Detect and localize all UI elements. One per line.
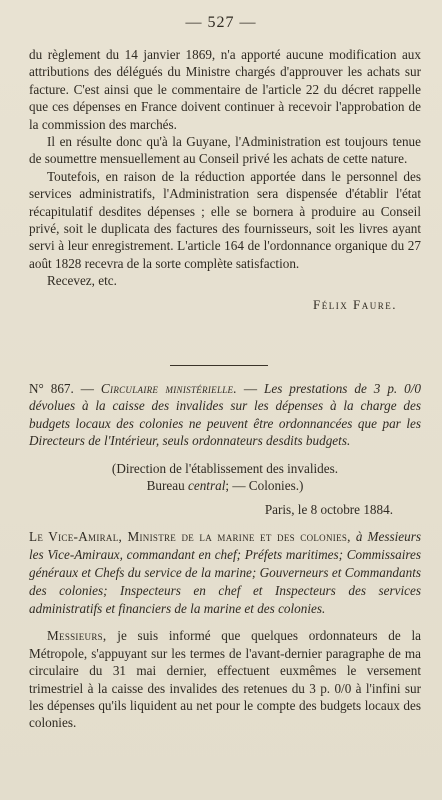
salutation: Messieurs, xyxy=(47,628,107,644)
closing-formula: Recevez, etc. xyxy=(47,273,117,289)
previous-text-block xyxy=(29,46,421,313)
circular-date: Paris, le 8 octobre 1884. xyxy=(264,502,393,518)
direction-reference xyxy=(29,460,421,495)
paragraph-guyane: Il en résulte donc qu'à la Guyane, l'Administration est toujours tenue de soumettre mensuellement au Conseil privé les achats de cette nature. xyxy=(29,134,421,167)
paragraph-continuation: du règlement du 14 janvier 1869, n'a apporté aucune modification aux attributions des délégués du Ministre chargés d'approuver les achats sur facture. C'est ainsi que le commentaire de l'article 22 du décret rappelle que ces dépenses en France doivent continuer à recevoir l'approbation de la commission des marchés. xyxy=(29,47,421,132)
recipients: à Messieurs les Vice-Amiraux, commandant en chef; Préfets maritimes; Commissaires généraux et Chefs du service de la marine; Gouverneurs et Commandants des colonies; Inspecteurs en chef et Inspecteurs des services administratifs et financiers de la marine et des colonies. xyxy=(29,529,421,616)
circular-title xyxy=(29,380,421,450)
circular-number: N° 867. — xyxy=(29,381,94,396)
page-number: — 527 — xyxy=(185,14,257,31)
circular-heading: Circulaire ministérielle. xyxy=(100,381,237,396)
direction-bureau: Bureau xyxy=(146,478,185,494)
direction-line-1: (Direction de l'établissement des invalides. xyxy=(111,460,339,476)
body-text: je suis informé que quelques ordonnateurs de la Métropole, s'appuyant sur les termes de l'avant-dernier paragraphe de ma circulaire du 31 mai dernier, effectuent euxmêmes le versement trimestriel à la caisse des invalides des retenues du 3 p. 0/0 à l'infini sur les dépenses qu'ils liquident au net pour le compte des budgets locaux des colonies. xyxy=(29,628,422,731)
direction-central: central xyxy=(188,478,226,494)
direction-line-2 xyxy=(29,477,421,494)
circular-block xyxy=(29,380,421,732)
circular-body xyxy=(29,627,421,731)
circular-summary: Les prestations de 3 p. 0/0 dévolues à la caisse des invalides sur les dépenses à la charge des budgets locaux des colonies ne peuvent être ordonnancées que par les Directeurs de l'Intérieur, seuls ordonnateurs desdits budgets. xyxy=(29,381,422,449)
section-divider xyxy=(170,365,268,366)
signature: Félix Faure. xyxy=(313,296,397,312)
heading-separator: — xyxy=(236,381,265,396)
address-line xyxy=(29,528,421,617)
paragraph-toutefois: Toutefois, en raison de la réduction apportée dans le personnel des services administratifs, l'Administration sera dispensée d'établir l'état récapitulatif desdites dépenses ; elle se bornera à produire au Conseil privé, soit le duplicata des factures des fournisseurs, soit les livres ayant servi à leur enregistrement. L'article 164 de l'ordonnance organique du 27 août 1828 recevra de la sorte complète satisfaction. xyxy=(29,168,421,271)
direction-colonies: ; — Colonies.) xyxy=(225,478,304,494)
sender: Le Vice-Amiral, Ministre de la marine et des colonies, xyxy=(29,529,351,545)
